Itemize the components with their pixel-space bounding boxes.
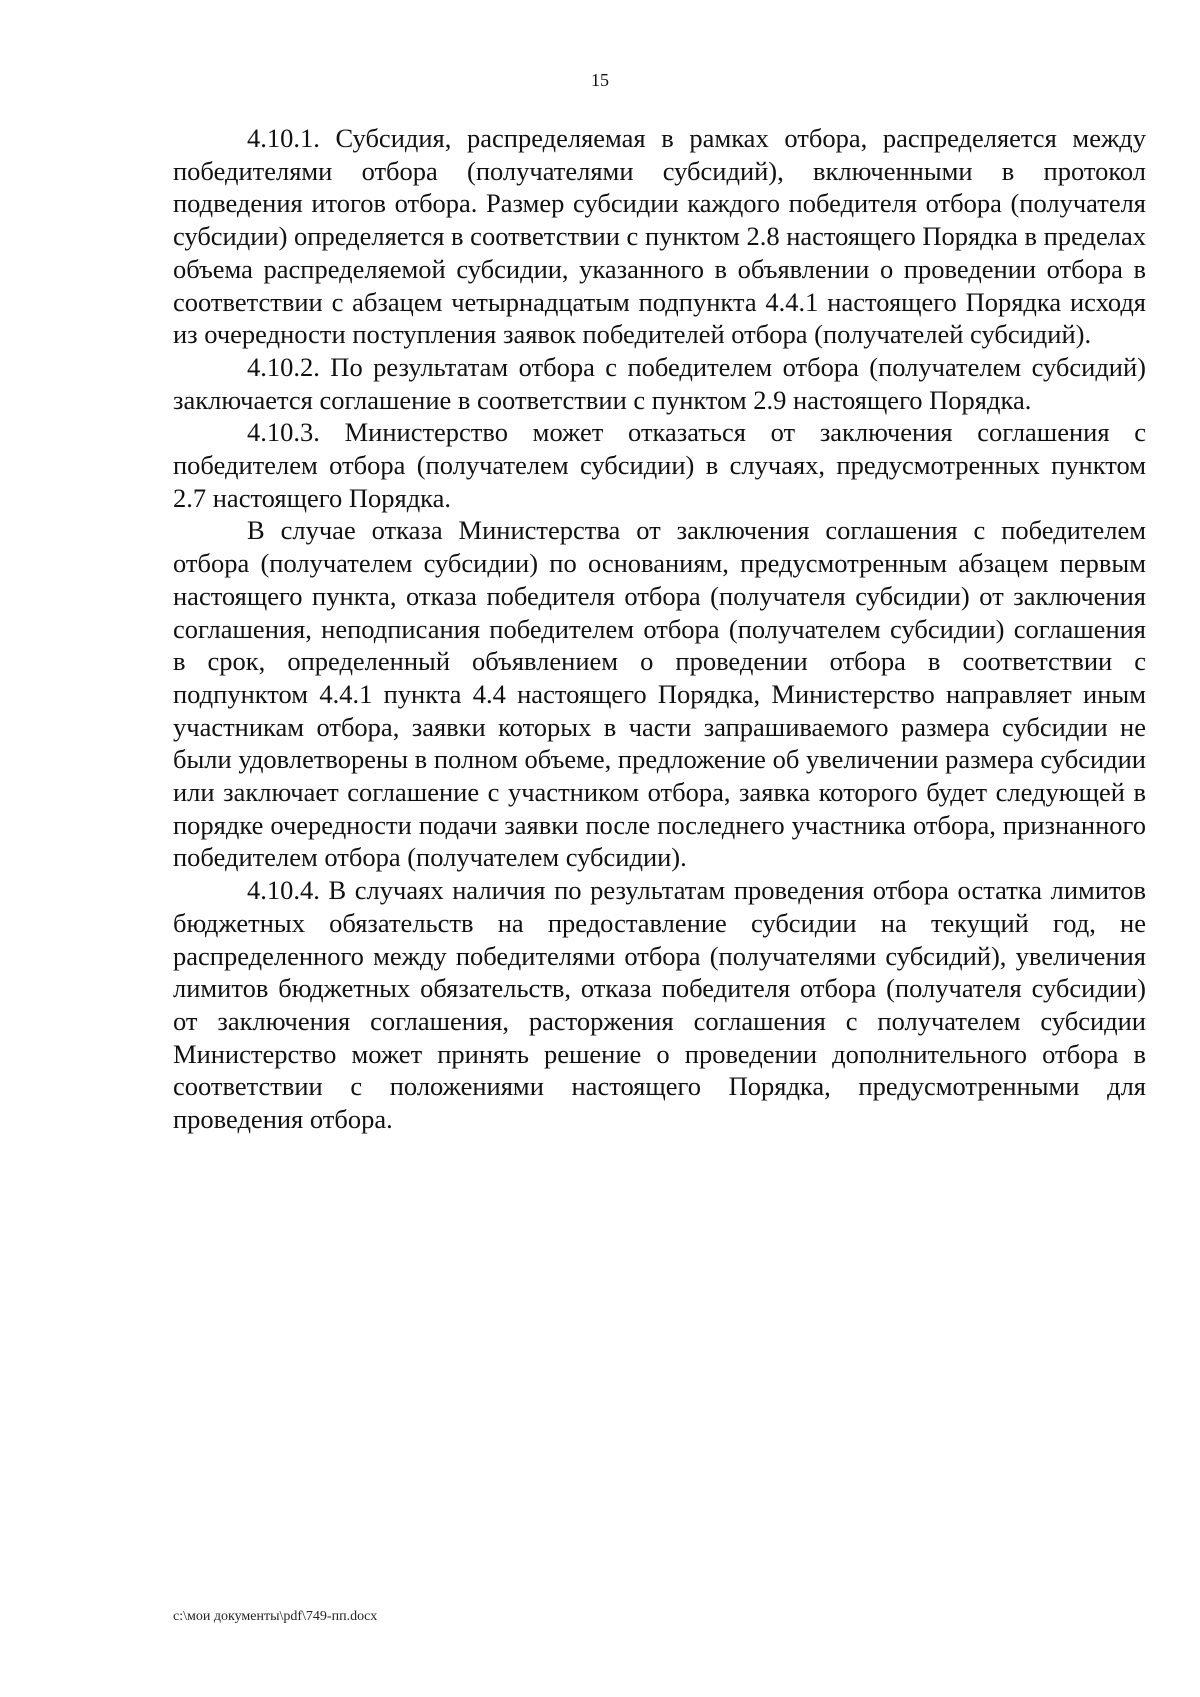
paragraph-4-10-3: 4.10.3. Министерство может отказаться от заключения соглашения с победителем отбора (получателем субсидии) в случаях, предусмотренных пунктом 2.7 настоящего Порядка. — [173, 417, 1146, 513]
document-body — [173, 122, 1146, 1136]
page-number: 15 — [591, 70, 609, 90]
paragraph-4-10-2: 4.10.2. По результатам отбора с победителем отбора (получателем субсидий) заключается соглашение в соответствии с пунктом 2.9 настоящего Порядка. — [173, 351, 1146, 415]
paragraph-4-10-4: 4.10.4. В случаях наличия по результатам проведения отбора остатка лимитов бюджетных обязательств на предоставление субсидии на текущий год, не распределенного между победителями отбора (получателями субсидий), увеличения лимитов бюджетных обязательств, отказа победителя отбора (получателя субсидии) от заключения соглашения, расторжения соглашения с получателем субсидии Министерство может принять решение о проведении дополнительного отбора в соответствии с положениями настоящего Порядка, предусмотренными для проведения отбора. — [173, 875, 1146, 1135]
footer-file-path: c:\мои документы\pdf\749-пп.docx — [173, 1609, 378, 1624]
paragraph-refusal-case: В случае отказа Министерства от заключения соглашения с победителем отбора (получателем субсидии) по основаниям, предусмотренным абзацем первым настоящего пункта, отказа победителя отбора (получателя субсидии) от заключения соглашения, неподписания победителем отбора (получателем субсидии) соглашения в срок, определенный объявлением о проведении отбора в соответствии с подпунктом 4.4.1 пункта 4.4 настоящего Порядка, Министерство направляет иным участникам отбора, заявки которых в части запрашиваемого размера субсидии не были удовлетворены в полном объеме, предложение об увеличении размера субсидии или заключает соглашение с участником отбора, заявка которого будет следующей в порядке очередности подачи заявки после последнего участника отбора, признанного победителем отбора (получателем субсидии). — [173, 515, 1146, 873]
paragraph-4-10-1: 4.10.1. Субсидия, распределяемая в рамках отбора, распределяется между победителями отбора (получателями субсидий), включенными в протокол подведения итогов отбора. Размер субсидии каждого победителя отбора (получателя субсидии) определяется в соответствии с пунктом 2.8 настоящего Порядка в пределах объема распределяемой субсидии, указанного в объявлении о проведении отбора в соответствии с абзацем четырнадцатым подпункта 4.4.1 настоящего Порядка исходя из очередности поступления заявок победителей отбора (получателей субсидий). — [173, 123, 1146, 350]
